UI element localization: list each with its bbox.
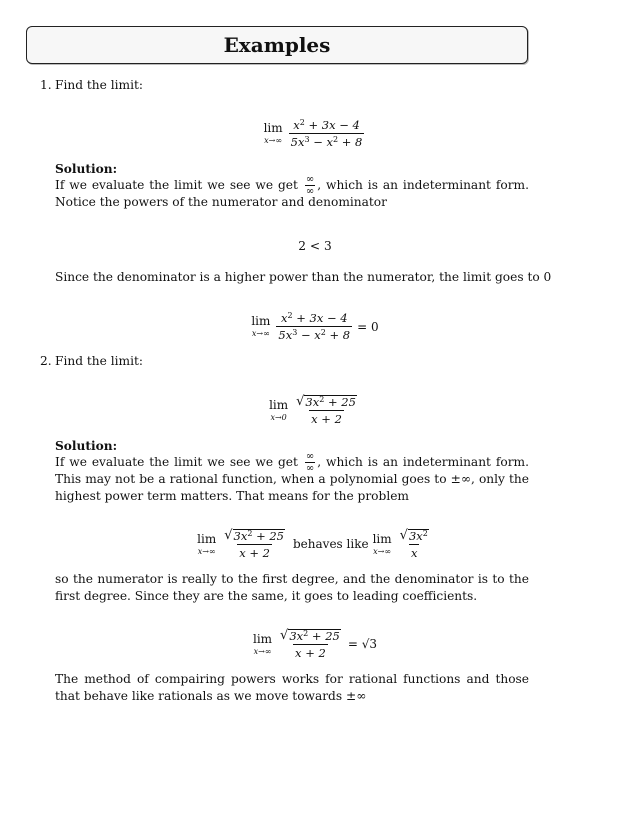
problem-2-limit-expression (0, 394, 630, 426)
problem-2-solution-paragraph: If we evaluate the limit we see we get ∞ ∞ , which is an indeterminant form. This may not be a rational function, when a polynomial goes to ±∞, only the highest power term matters. That means for the problem (55, 451, 529, 503)
page-title: Examples (223, 33, 331, 57)
radical-fraction: √ $3x^2 + 25$ x + 2 (280, 628, 340, 660)
limit-operator: lim x→∞ (372, 531, 392, 556)
problem-1-result: = 0 (357, 319, 379, 334)
limit-operator: lim x→∞ (263, 121, 283, 145)
closing-paragraph: The method of compairing powers works for rational functions and those that behave like rationals as we move towards ±∞ (55, 672, 529, 703)
radical-fraction: √ $3x^2 + 25$ x + 2 (296, 394, 356, 426)
problem-2-prompt: Find the limit: (55, 354, 143, 368)
title-box (26, 26, 528, 64)
indeterminate-fraction: ∞ ∞ (305, 451, 315, 474)
indeterminate-fraction: ∞ ∞ (305, 174, 315, 197)
problem-1-conclusion: Since the denominator is a higher power than the numerator, the limit goes to 0 (55, 270, 552, 284)
limit-operator: lim x→∞ (197, 531, 217, 556)
rational-fraction: $\frac{x^2 + 3x - 4}{5x^3 - x^2 + 8}$ (290, 118, 363, 149)
limit-operator: lim x→0 (269, 397, 289, 422)
radical-fraction-simplified: √ $3x^2$ x (399, 528, 428, 560)
problem-2-result-expression (0, 628, 630, 660)
problem-1-limit-expression (0, 118, 630, 149)
behaves-like-text: behaves like (293, 537, 369, 551)
limit-operator: lim x→∞ (251, 314, 271, 338)
rational-fraction: $\frac{x^2 + 3x - 4}{5x^3 - x^2 + 8}$ (278, 311, 351, 342)
problem-2-result: = √3 (347, 637, 377, 651)
radical-fraction: √ $3x^2 + 25$ x + 2 (224, 528, 284, 560)
problem-1-prompt: Find the limit: (55, 78, 143, 92)
problem-1-power-comparison: 2 < 3 (298, 239, 332, 253)
problem-2-behaves-like-expression (0, 528, 630, 560)
problem-1-solution-paragraph: If we evaluate the limit we see we get ∞ ∞ , which is an indeterminant form. Notice the powers of the numerator and denominator (55, 174, 529, 209)
problem-1-solution-label: Solution: (55, 162, 118, 176)
problem-2-degree-paragraph: so the numerator is really to the first degree, and the denominator is to the first degree. Since they are the same, it goes to leading coefficients. (55, 572, 529, 603)
problem-2-solution-label: Solution: (55, 439, 118, 453)
problem-2-number: 2. (40, 354, 52, 368)
problem-1-number: 1. (40, 78, 52, 92)
problem-1-result-expression (0, 311, 630, 342)
limit-operator: lim x→∞ (252, 631, 273, 656)
